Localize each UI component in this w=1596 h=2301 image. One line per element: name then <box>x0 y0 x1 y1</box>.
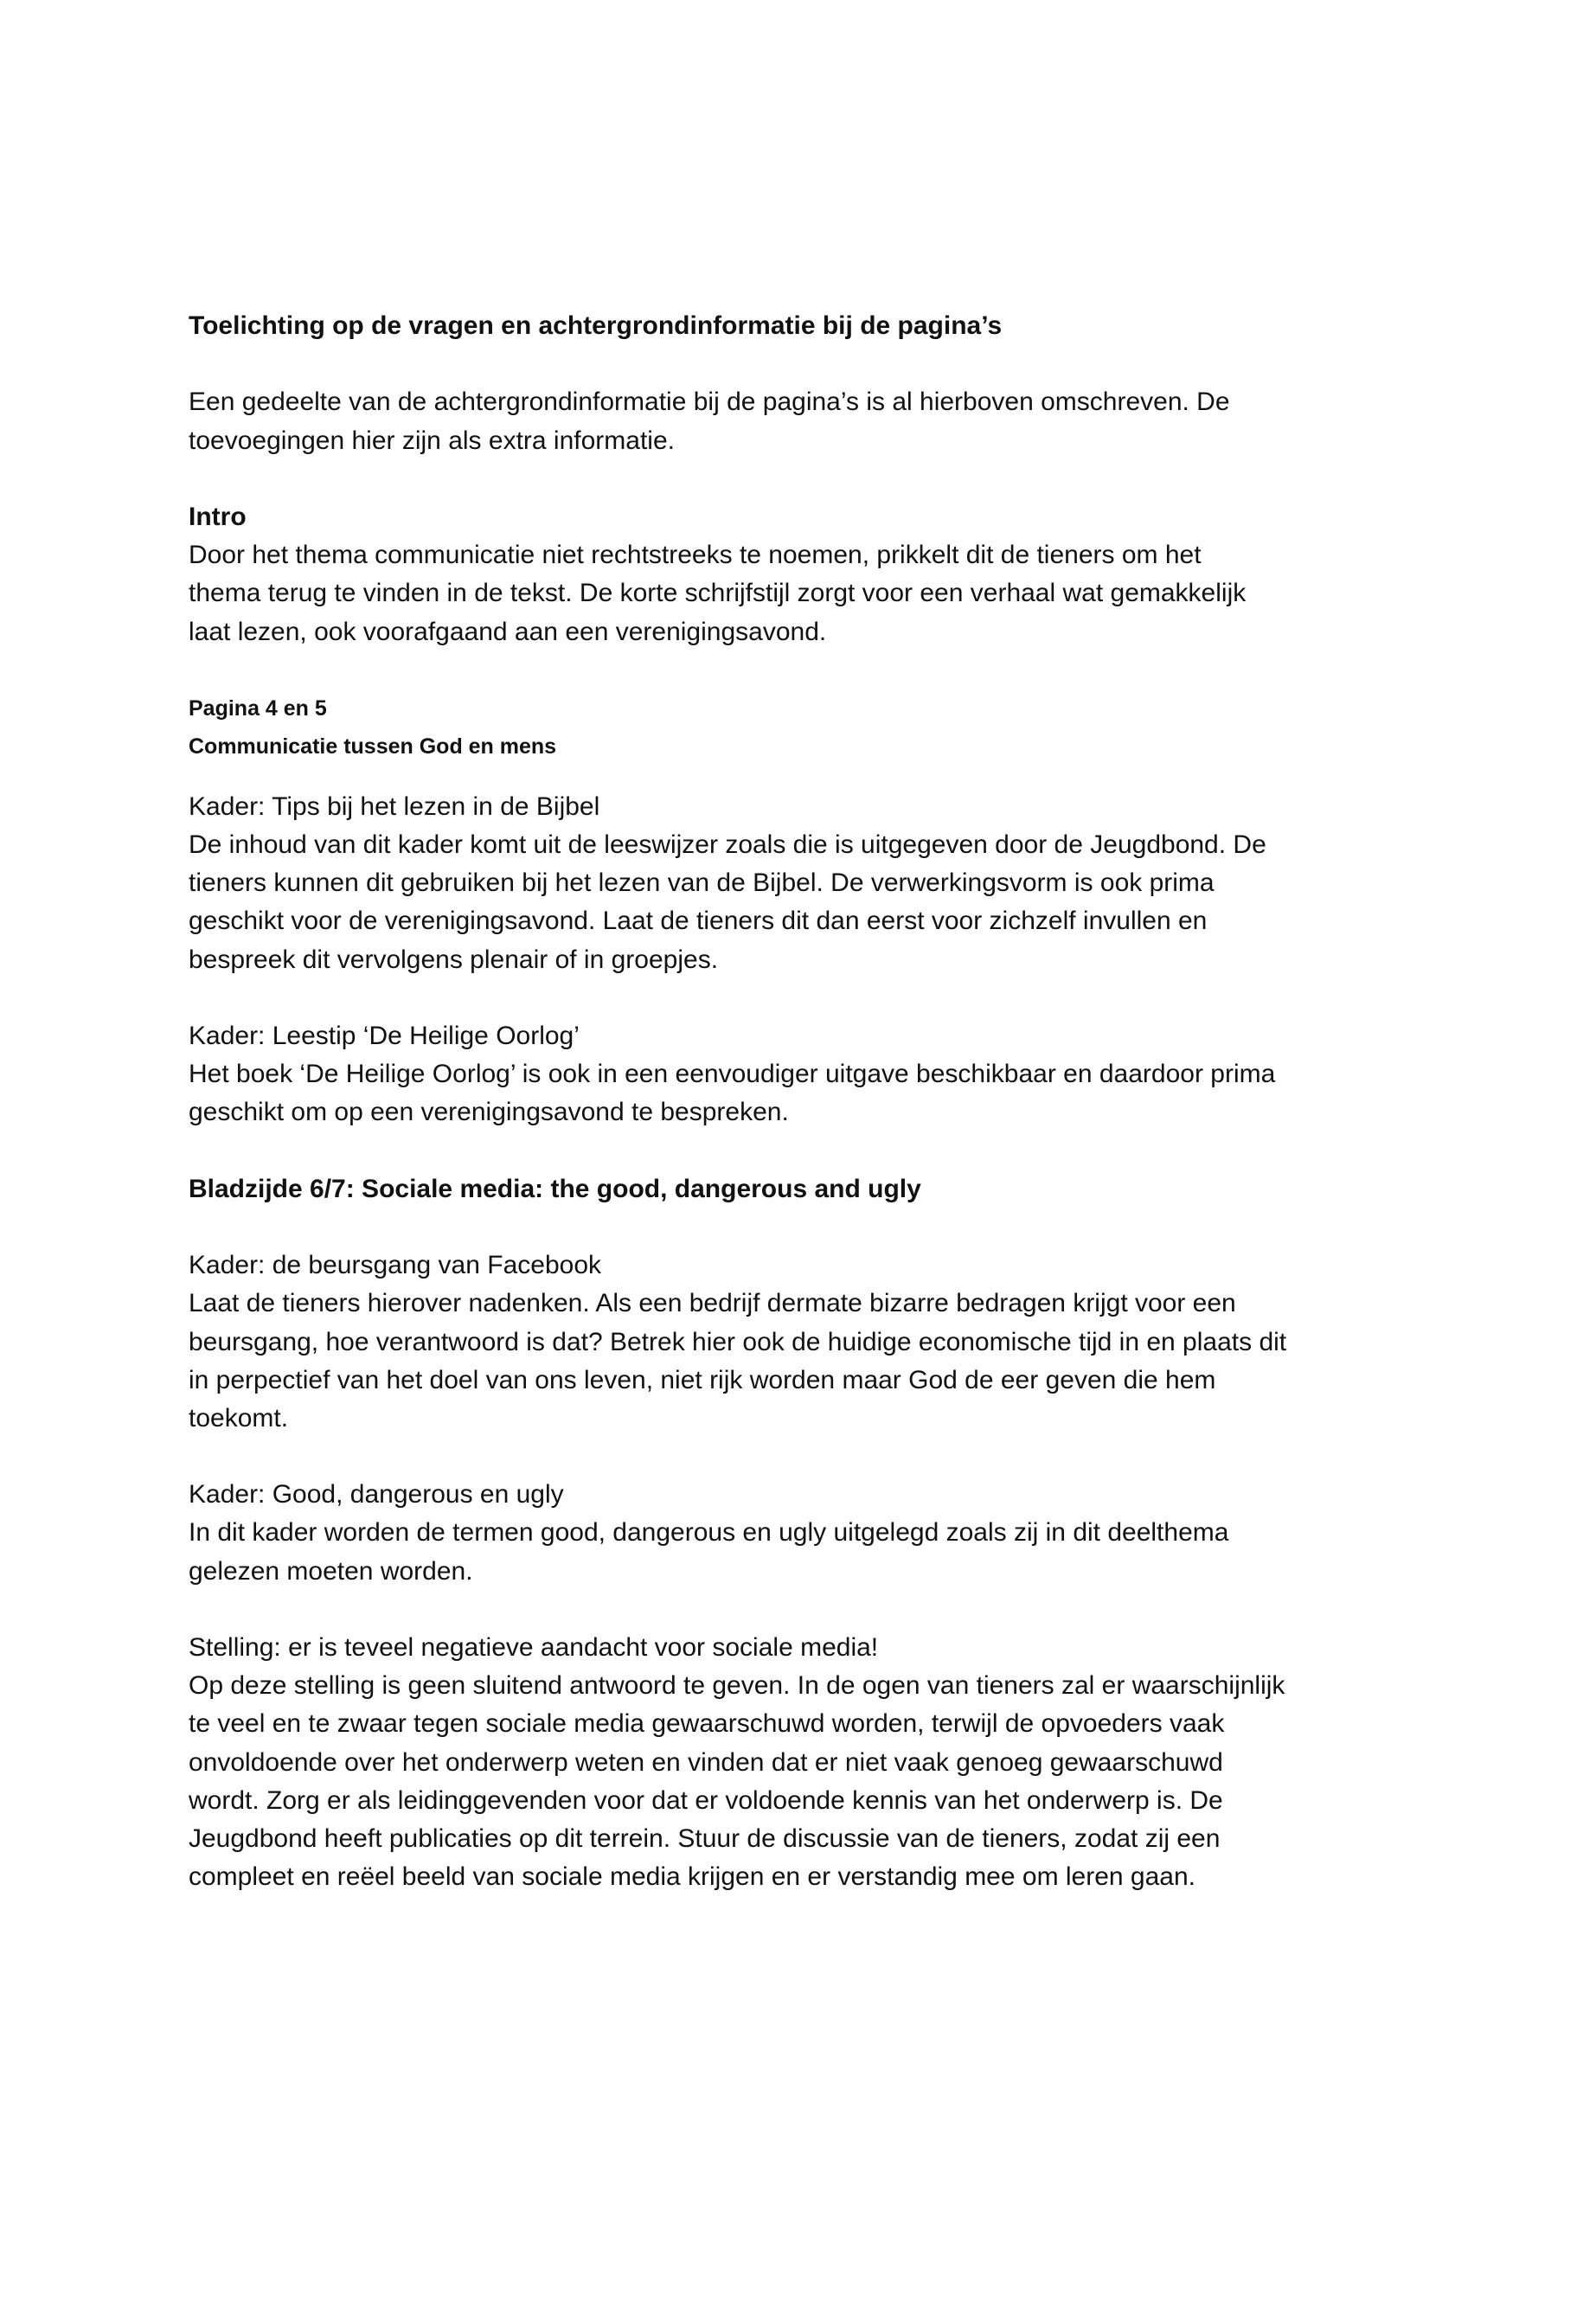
document-title: Toelichting op de vragen en achtergrondinformatie bij de pagina’s <box>189 311 1003 340</box>
paragraph-line: beursgang, hoe verantwoord is dat? Betrek hier ook de huidige economische tijd in en plaats dit <box>189 1327 1287 1356</box>
kader-title: Kader: de beursgang van Facebook <box>189 1251 601 1280</box>
paragraph-line: tieners kunnen dit gebruiken bij het lezen van de Bijbel. De verwerkingsvorm is ook prima <box>189 868 1215 898</box>
paragraph-line: wordt. Zorg er als leidinggevenden voor dat er voldoende kennis van het onderwerp is. De <box>189 1785 1223 1815</box>
paragraph-line: geschikt om op een verenigingsavond te bespreken. <box>189 1098 789 1127</box>
document-body <box>189 307 1443 1896</box>
section-subheading: Communicatie tussen God en mens <box>189 734 557 759</box>
paragraph-line: toevoegingen hier zijn als extra informatie. <box>189 426 675 455</box>
kader-title: Kader: Leestip ‘De Heilige Oorlog’ <box>189 1022 580 1050</box>
section-heading-bladzijde-6-7: Bladzijde 6/7: Sociale media: the good, dangerous and ugly <box>189 1174 921 1203</box>
paragraph-line: Laat de tieners hierover nadenken. Als een bedrijf dermate bizarre bedragen krijgt voor een <box>189 1289 1236 1318</box>
paragraph-line: laat lezen, ook voorafgaand aan een verenigingsavond. <box>189 617 827 646</box>
kader-title: Kader: Good, dangerous en ugly <box>189 1480 564 1509</box>
paragraph-line: bespreek dit vervolgens plenair of in groepjes. <box>189 945 719 974</box>
stelling-title: Stelling: er is teveel negatieve aandacht voor sociale media! <box>189 1633 879 1662</box>
paragraph-line: geschikt voor de verenigingsavond. Laat de tieners dit dan eerst voor zichzelf invullen en <box>189 907 1208 936</box>
paragraph-line: Op deze stelling is geen sluitend antwoord te geven. In de ogen van tieners zal er waarschijnlijk <box>189 1671 1285 1701</box>
paragraph-line: Een gedeelte van de achtergrondinformatie bij de pagina’s is al hierboven omschreven. De <box>189 388 1230 417</box>
paragraph-line: te veel en te zwaar tegen sociale media gewaarschuwd worden, terwijl de opvoeders vaak <box>189 1709 1225 1739</box>
section-heading-pagina-4-5: Pagina 4 en 5 <box>189 695 327 721</box>
paragraph-line: Het boek ‘De Heilige Oorlog’ is ook in een eenvoudiger uitgave beschikbaar en daardoor prima <box>189 1060 1276 1089</box>
paragraph-line: compleet en reëel beeld van sociale media krijgen en er verstandig mee om leren gaan. <box>189 1862 1196 1892</box>
paragraph-line: toekomt. <box>189 1403 289 1433</box>
paragraph-line: thema terug te vinden in de tekst. De korte schrijfstijl zorgt voor een verhaal wat gemakkelijk <box>189 579 1247 608</box>
paragraph-line: gelezen moeten worden. <box>189 1556 473 1586</box>
paragraph-line: Jeugdbond heeft publicaties op dit terrein. Stuur de discussie van de tieners, zodat zij een <box>189 1823 1221 1853</box>
kader-title: Kader: Tips bij het lezen in de Bijbel <box>189 792 600 821</box>
paragraph-line: In dit kader worden de termen good, dangerous en ugly uitgelegd zoals zij in dit deelthema <box>189 1518 1229 1548</box>
paragraph-line: onvoldoende over het onderwerp weten en vinden dat er niet vaak genoeg gewaarschuwd <box>189 1747 1223 1777</box>
paragraph-line: in perpectief van het doel van ons leven, niet rijk worden maar God de eer geven die hem <box>189 1365 1216 1394</box>
paragraph-line: De inhoud van dit kader komt uit de leeswijzer zoals die is uitgegeven door de Jeugdbond. De <box>189 830 1266 860</box>
section-heading-intro: Intro <box>189 502 247 531</box>
paragraph-line: Door het thema communicatie niet rechtstreeks te noemen, prikkelt dit de tieners om het <box>189 541 1202 570</box>
